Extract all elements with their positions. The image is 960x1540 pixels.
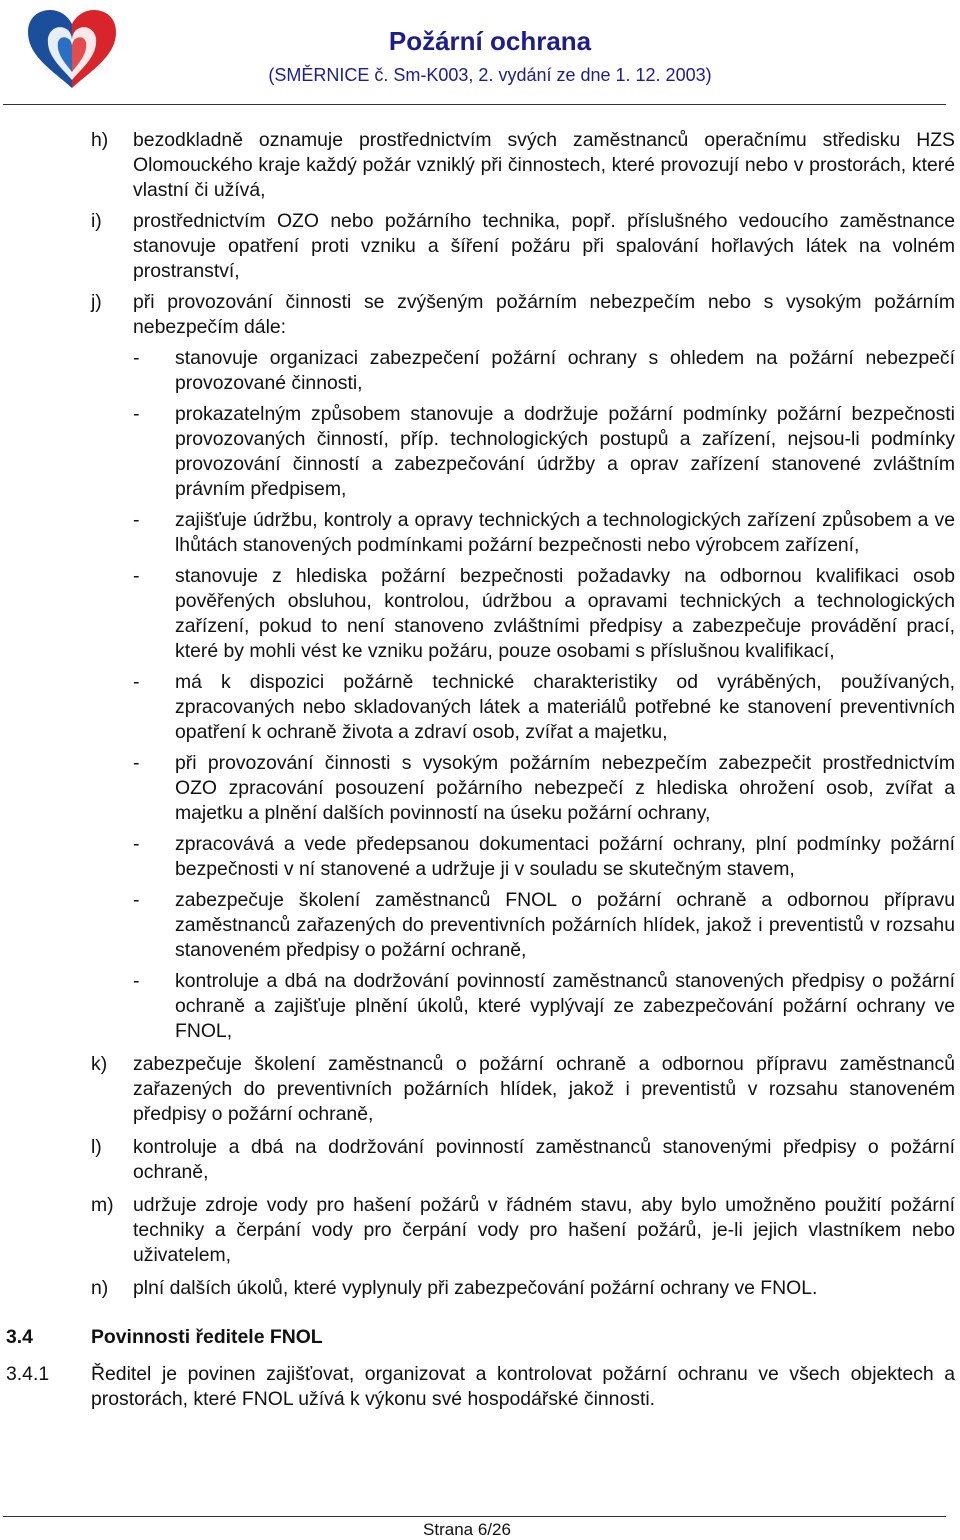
dash-text: zajišťuje údržbu, kontroly a opravy technických a technologických zařízení způsobem a ve lhůtách stanovených podmínkami požární bezpečnosti nebo výrobcem zařízení, (175, 509, 955, 556)
section-heading (0, 1325, 960, 1350)
dash-mark: - (133, 970, 140, 992)
dash-item (0, 670, 960, 745)
list-item-i (0, 209, 960, 284)
list-label: j) (91, 291, 102, 313)
dash-mark: - (133, 347, 140, 369)
dash-text: zabezpečuje školení zaměstnanců FNOL o požární ochraně a odbornou přípravu zaměstnanců zařazených do preventivních požárních hlídek, jakož i preventistů v rozsahu stanoveném předpisy o požární ochraně, (175, 889, 955, 961)
list-label: l) (91, 1136, 102, 1158)
list-label: m) (91, 1194, 114, 1216)
list-text: kontroluje a dbá na dodržování povinností zaměstnanců stanovenými předpisy o požární ochraně, (133, 1136, 955, 1183)
subsection-text: Ředitel je povinen zajišťovat, organizovat a kontrolovat požární ochranu ve všech objektech a prostorách, které FNOL užívá k výkonu své hospodářské činnosti. (91, 1363, 955, 1410)
list-label: h) (91, 129, 109, 151)
list-text: plní dalších úkolů, které vyplynuly při zabezpečování požární ochrany ve FNOL. (133, 1277, 818, 1299)
dash-item (0, 751, 960, 826)
list-text: prostřednictvím OZO nebo požárního technika, popř. příslušného vedoucího zaměstnance stanovuje opatření proti vzniku a šíření požáru při spalování hořlavých látek na volném prostranství, (133, 210, 955, 282)
section-title: Povinnosti ředitele FNOL (91, 1326, 323, 1348)
dash-mark: - (133, 509, 140, 531)
dash-item (0, 969, 960, 1044)
document-title: Požární ochrana (388, 26, 592, 56)
dash-item (0, 564, 960, 664)
dash-text: stanovuje z hlediska požární bezpečnosti požadavky na odbornou kvalifikaci osob pověřených obsluhou, kontrolou, údržbou a opravami technických a technologických zařízení, pokud to není stanoveno zvláštními předpisy a zabezpečuje provádění prací, které by mohli vést ke vzniku požáru, pouze osobami s příslušnou kvalifikací, (175, 565, 955, 662)
dash-mark: - (133, 833, 140, 855)
dash-text: prokazatelným způsobem stanovuje a dodržuje požární podmínky požární bezpečnosti provozovaných činností, příp. technologických postupů a zařízení, nejsou-li podmínky provozování činností a zabezpečování údržby a oprav zařízení stanovené zvláštním právním předpisem, (175, 403, 955, 500)
footer-divider (3, 1516, 946, 1517)
document-body (0, 128, 960, 1412)
header-divider (3, 104, 946, 105)
dash-item (0, 888, 960, 963)
page-number: Strana 6/26 (423, 1520, 511, 1539)
list-item-m (0, 1193, 960, 1268)
list-text: udržuje zdroje vody pro hašení požárů v řádném stavu, aby bylo umožněno použití požární techniky a čerpání vody pro čerpání vody pro hašení požárů, je-li jejich vlastníkem nebo uživatelem, (133, 1194, 955, 1266)
dash-item (0, 508, 960, 558)
subsection-number: 3.4.1 (6, 1363, 50, 1385)
list-label: k) (91, 1053, 108, 1075)
dash-text: zpracovává a vede předepsanou dokumentaci požární ochrany, plní podmínky požární bezpečnosti v ní stanovené a udržuje ji v souladu se skutečným stavem, (175, 833, 955, 880)
dash-mark: - (133, 671, 140, 693)
list-item-n (0, 1276, 960, 1301)
dash-mark: - (133, 752, 140, 774)
list-label: i) (91, 210, 102, 232)
dash-item (0, 832, 960, 882)
list-text: bezodkladně oznamuje prostřednictvím svých zaměstnanců operačnímu středisku HZS Olomouckého kraje každý požár vzniklý při činnostech, které provozují nebo v prostorách, které vlastní či užívá, (133, 129, 955, 201)
dash-item (0, 402, 960, 502)
dash-text: kontroluje a dbá na dodržování povinností zaměstnanců stanovených předpisy o požární ochraně a zajišťuje plnění úkolů, které vyplývají ze zabezpečování požární ochrany ve FNOL, (175, 970, 955, 1042)
dash-mark: - (133, 889, 140, 911)
dash-mark: - (133, 403, 140, 425)
list-item-h (0, 128, 960, 203)
dash-mark: - (133, 565, 140, 587)
list-item-j (0, 290, 960, 340)
list-label: n) (91, 1277, 109, 1299)
section-number: 3.4 (6, 1326, 33, 1348)
list-text: zabezpečuje školení zaměstnanců o požární ochraně a odbornou přípravu zaměstnanců zařazených do preventivních požárních hlídek, jakož i preventistů v rozsahu stanoveném předpisy o požární ochraně, (133, 1053, 955, 1125)
list-item-l (0, 1135, 960, 1185)
dash-text: má k dispozici požárně technické charakteristiky od vyráběných, používaných, zpracovaných nebo skladovaných látek a materiálů potřebné ke stanovení preventivních opatření k ochraně života a zdraví osob, zvířat a majetku, (175, 671, 955, 743)
list-item-k (0, 1052, 960, 1127)
document-subtitle: (SMĚRNICE č. Sm-K003, 2. vydání ze dne 1. 12. 2003) (268, 65, 712, 85)
list-text: při provozování činnosti se zvýšeným požárním nebezpečím nebo s vysokým požárním nebezpečím dále: (133, 291, 955, 338)
subsection-paragraph (0, 1362, 960, 1412)
dash-text: stanovuje organizaci zabezpečení požární ochrany s ohledem na požární nebezpečí provozované činnosti, (175, 347, 955, 394)
dash-item (0, 346, 960, 396)
dash-text: při provozování činnosti s vysokým požárním nebezpečím zabezpečit prostřednictvím OZO zpracování posouzení požárního nebezpečí z hlediska ohrožení osob, zvířat a majetku a plnění dalších povinností na úseku požární ochrany, (175, 752, 955, 824)
logo-icon (22, 6, 122, 96)
